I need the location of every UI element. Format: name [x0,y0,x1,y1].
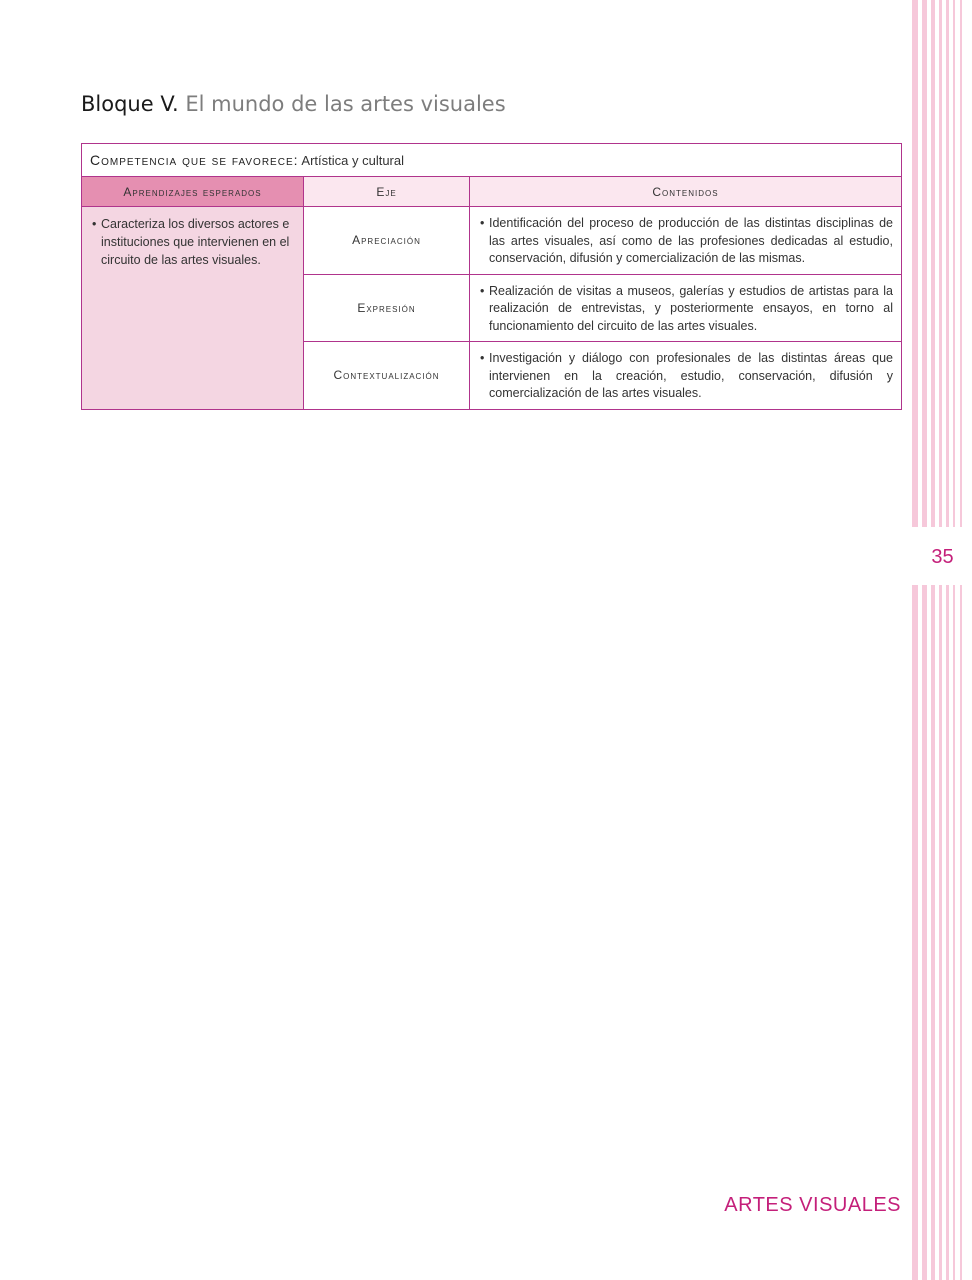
side-stripes-top [912,0,972,527]
page-number: 35 [931,546,954,568]
competencia-cell [82,144,902,177]
stripe [939,0,942,527]
stripe [946,585,949,1280]
eje-expresion: Expresión [304,274,470,342]
contenido-cell [470,207,902,275]
contenido-cell [470,274,902,342]
contenido-item: • Identificación del proceso de producción de las distintas disciplinas de las artes visuales, así como de las profesiones dedicadas al estudio, conservación, difusión y comercialización de las mismas. [480,215,893,268]
stripe [946,0,949,527]
eje-contextualizacion: Contextualización [304,342,470,410]
contenido-list [480,283,893,336]
curriculum-table [81,143,902,410]
header-aprendizajes: Aprendizajes esperados [82,177,304,207]
stripe [922,0,927,527]
stripe [912,585,918,1280]
stripe [931,0,935,527]
competencia-label: Competencia que se favorece: [90,152,299,168]
stripe [939,585,942,1280]
competencia-row [82,144,902,177]
competencia-value: Artística y cultural [301,153,405,168]
contenido-item: • Investigación y diálogo con profesionales de las distintas áreas que intervienen en la creación, estudio, conservación, difusión y comercialización de las artes visuales. [480,350,893,403]
aprendizajes-list [92,215,295,269]
stripe [960,585,962,1280]
side-stripes-bottom [912,585,972,1280]
block-title: El mundo de las artes visuales [185,92,506,116]
stripe [960,0,962,527]
stripe [931,585,935,1280]
contenido-list [480,215,893,268]
contenido-item: • Realización de visitas a museos, galerías y estudios de artistas para la realización de entrevistas, y posteriormente ensayos, en torno al funcionamiento del circuito de las artes visuales. [480,283,893,336]
stripe [953,585,955,1280]
page-title [81,90,506,118]
aprendizajes-cell [82,207,304,410]
header-contenidos: Contenidos [470,177,902,207]
header-eje: Eje [304,177,470,207]
contenido-list [480,350,893,403]
contenido-cell [470,342,902,410]
subject-footer: ARTES VISUALES [724,1194,901,1216]
stripe [953,0,955,527]
stripe [922,585,927,1280]
aprendizaje-item: • Caracteriza los diversos actores e instituciones que intervienen en el circuito de las artes visuales. [92,215,295,269]
block-label: Bloque V. [81,92,179,116]
eje-apreciacion: Apreciación [304,207,470,275]
table-row [82,207,902,275]
table-header-row [82,177,902,207]
stripe [912,0,918,527]
